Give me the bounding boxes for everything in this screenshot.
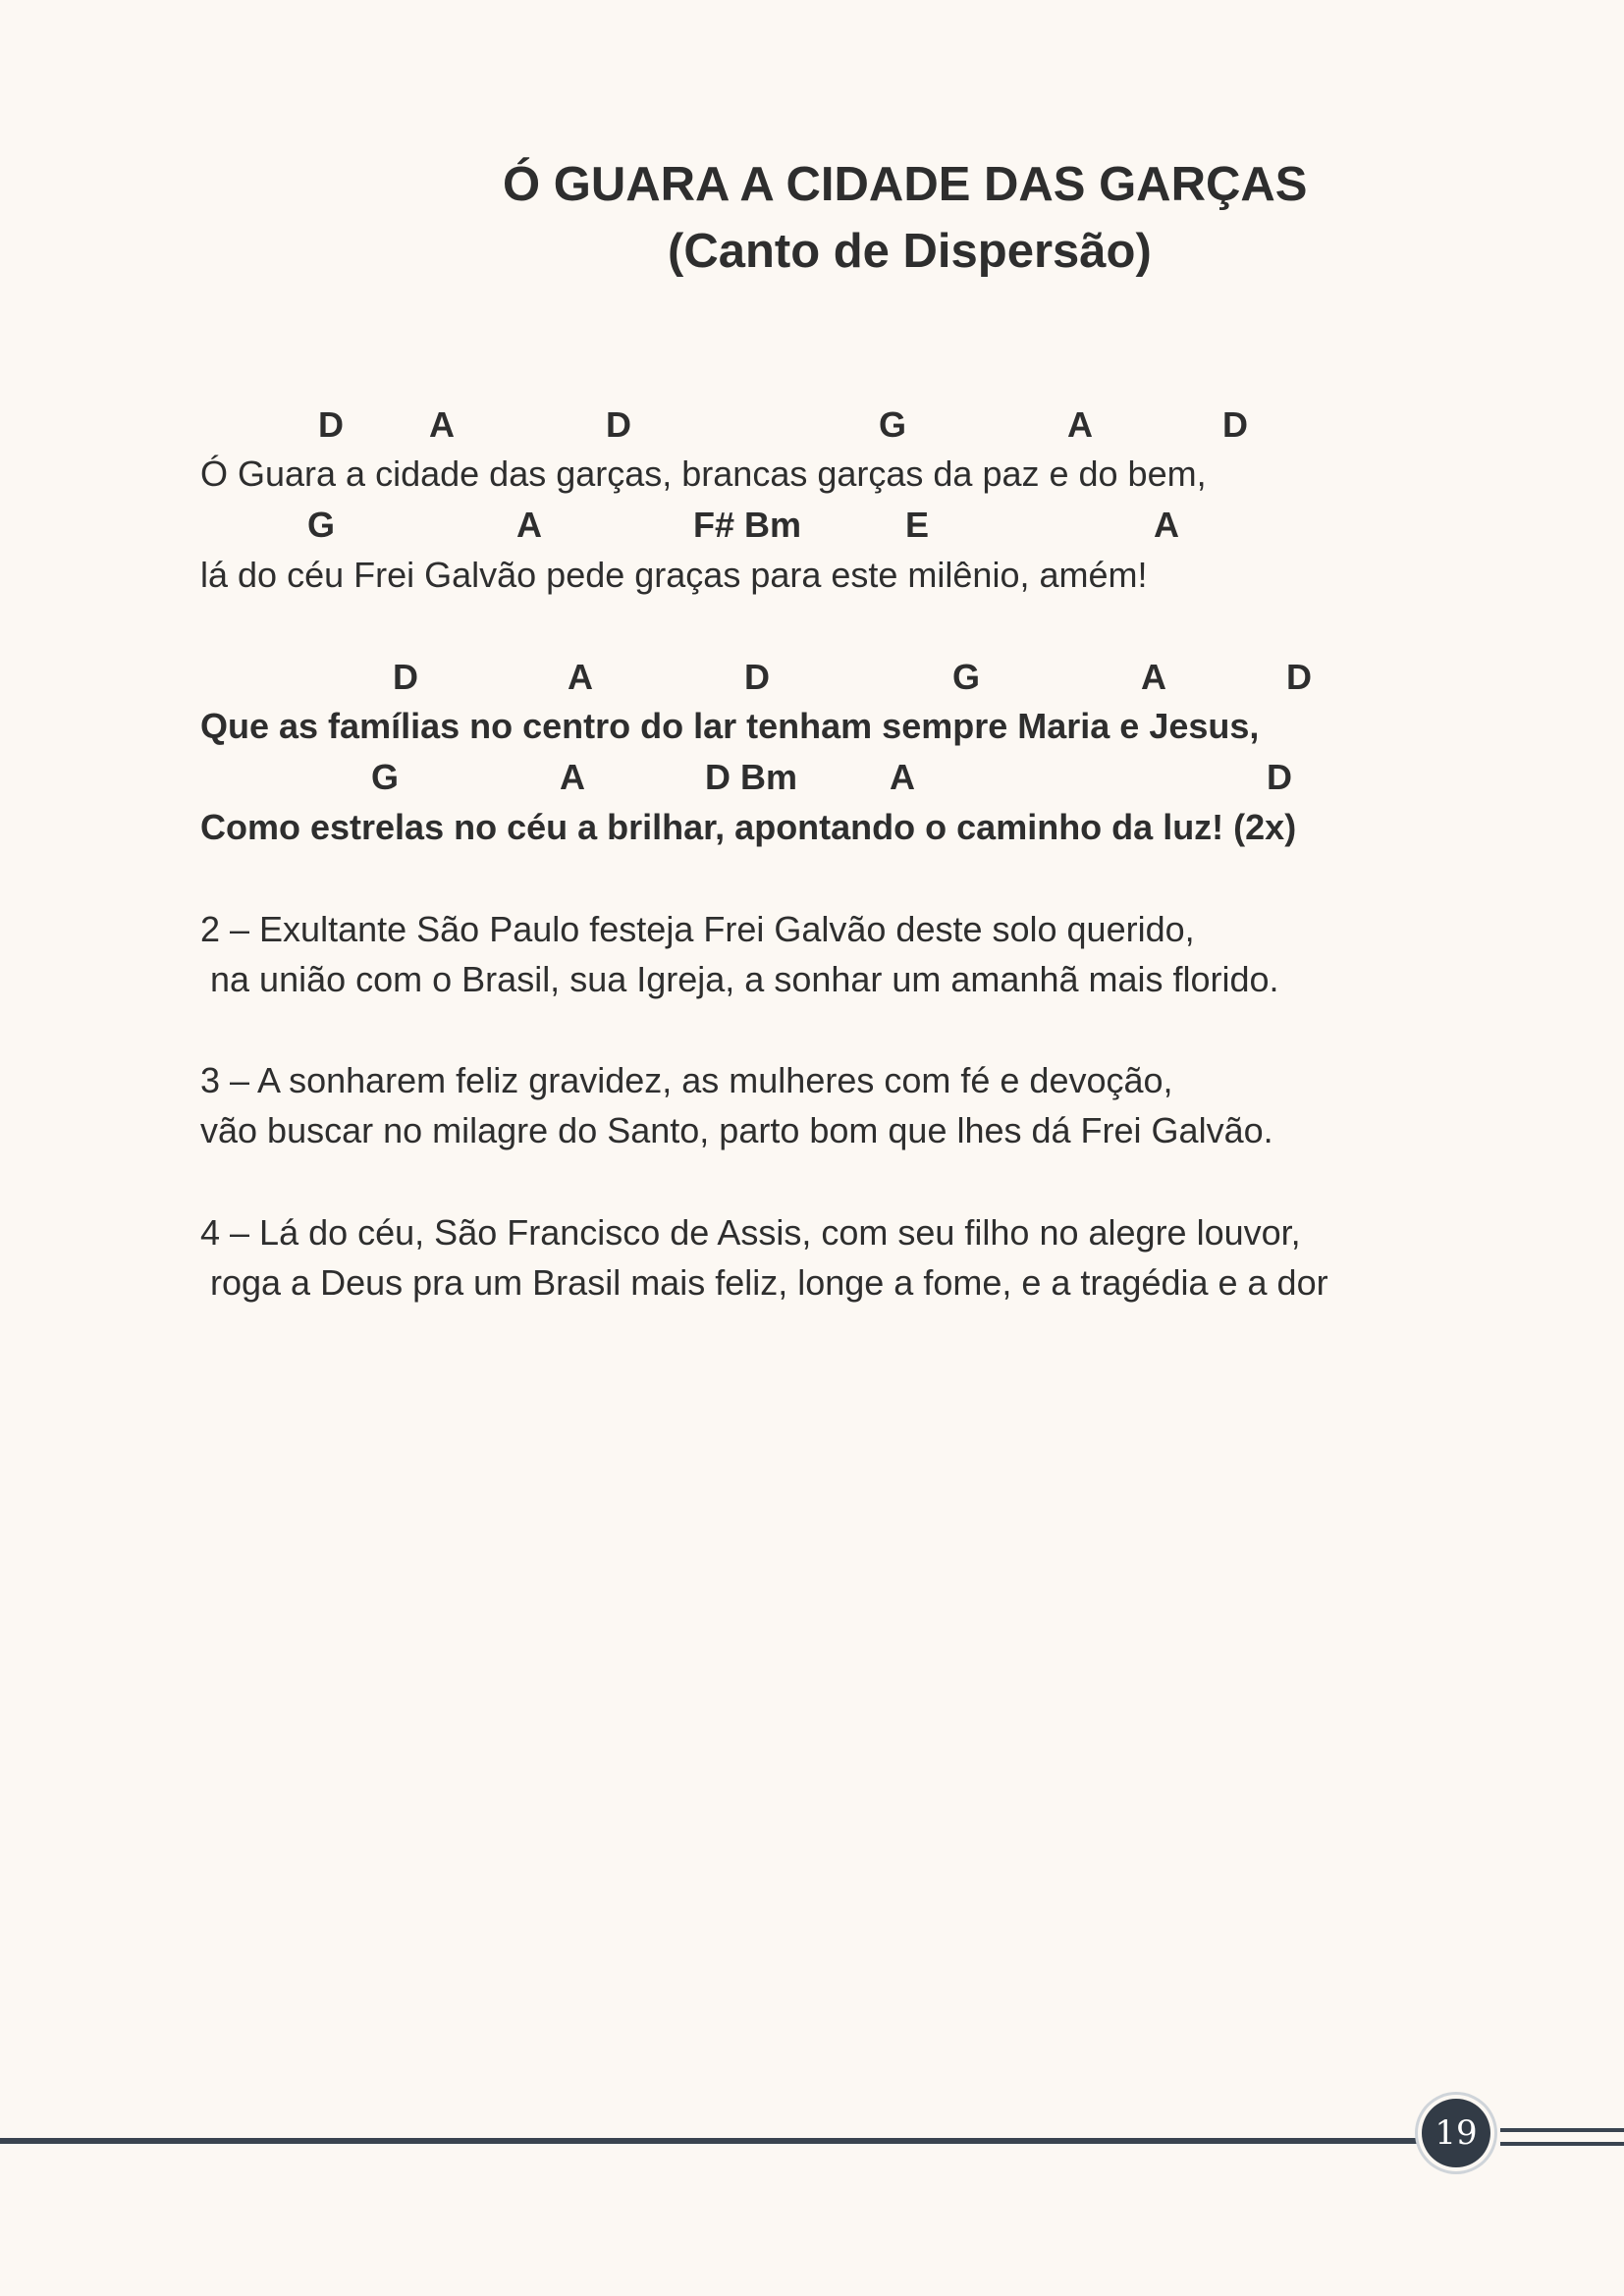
chord: E [905,505,930,545]
chord: A [1141,657,1166,697]
footer-rule [0,2138,1422,2144]
stanza-4-line-2: roga a Deus pra um Brasil mais feliz, longe a fome, e a tragédia e a dor [200,1262,1328,1303]
stanza-3-line-2: vão buscar no milagre do Santo, parto bom que lhes dá Frei Galvão. [200,1110,1273,1150]
lyric-line: lá do céu Frei Galvão pede graças para este milênio, amém! [200,555,1148,595]
chord: D [1286,657,1312,697]
chord: A [429,404,455,445]
chord: G [879,404,907,445]
lyric-line: Ó Guara a cidade das garças, brancas garças da paz e do bem, [200,454,1207,494]
chord: G [371,757,400,797]
footer-rule-right-bottom [1500,2142,1624,2146]
chord: D [393,657,418,697]
chord: A [568,657,593,697]
chord: D [606,404,631,445]
chorus-line: Como estrelas no céu a brilhar, apontando o caminho da luz! (2x) [200,807,1297,847]
chord: G [307,505,336,545]
chord: F# Bm [693,505,802,545]
stanza-2-line-2: na união com o Brasil, sua Igreja, a sonhar um amanhã mais florido. [200,959,1279,999]
chord: G [952,657,981,697]
chord: A [890,757,915,797]
page-title: Ó GUARA A CIDADE DAS GARÇAS [503,158,1308,211]
stanza-3-line-1: 3 – A sonharem feliz gravidez, as mulheres com fé e devoção, [200,1060,1173,1100]
chord: A [560,757,585,797]
chord: A [1067,404,1093,445]
chord: A [516,505,542,545]
chord: D [1222,404,1248,445]
chord: A [1154,505,1179,545]
chord: D [1267,757,1292,797]
page-subtitle: (Canto de Dispersão) [668,225,1152,278]
chord: D [318,404,344,445]
chorus-line: Que as famílias no centro do lar tenham sempre Maria e Jesus, [200,706,1260,746]
page-number: 19 [1422,2099,1490,2167]
chord: D [744,657,770,697]
stanza-4-line-1: 4 – Lá do céu, São Francisco de Assis, com seu filho no alegre louvor, [200,1212,1301,1253]
chord: D Bm [705,757,798,797]
footer-rule-right-top [1500,2128,1624,2132]
stanza-2-line-1: 2 – Exultante São Paulo festeja Frei Galvão deste solo querido, [200,909,1195,949]
